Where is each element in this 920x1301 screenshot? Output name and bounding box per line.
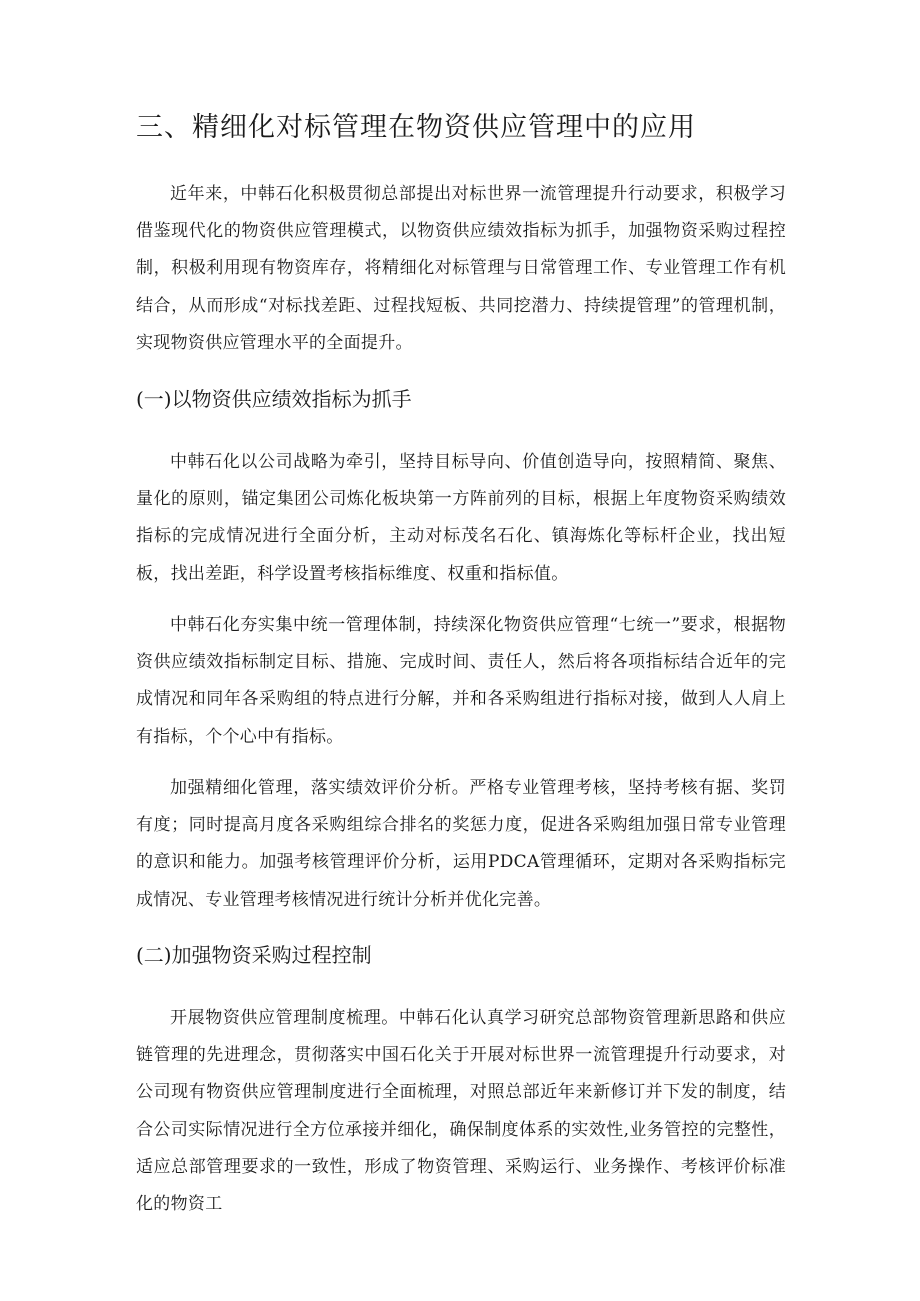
subsection-2-paragraph-1: 开展物资供应管理制度梳理。中韩石化认真学习研究总部物资管理新思路和供应链管理的先进理念，贯彻落实中国石化关于开展对标世界一流管理提升行动要求，对公司现有物资供应管理制度进行全面梳理，对照总部近年来新修订并下发的制度，结合公司实际情况进行全方位承接并细化，确保制度体系的实效性,业务管控的完整性，适应总部管理要求的一致性，形成了物资管理、采购运行、业务操作、考核评价标准化的物资工	[136, 1008, 786, 1215]
intro-paragraph: 近年来，中韩石化积极贯彻总部提出对标世界一流管理提升行动要求，积极学习借鉴现代化的物资供应管理模式，以物资供应绩效指标为抓手，加强物资采购过程控制，积极利用现有物资库存，将精细化对标管理与日常管理工作、专业管理工作有机结合，从而形成“对标找差距、过程找短板、共同挖潜力、持续提管理”的管理机制，实现物资供应管理水平的全面提升。	[136, 184, 786, 353]
subsection-1-paragraph-2: 中韩石化夯实集中统一管理体制，持续深化物资供应管理“七统一”要求，根据物资供应绩效指标制定目标、措施、完成时间、责任人，然后将各项指标结合近年的完成情况和同年各采购组的特点进行分解，并和各采购组进行指标对接，做到人人肩上有指标，个个心中有指标。	[136, 615, 786, 747]
subsection-1-paragraph-3: 加强精细化管理，落实绩效评价分析。严格专业管理考核，坚持考核有据、奖罚有度；同时提高月度各采购组综合排名的奖惩力度，促进各采购组加强日常专业管理的意识和能力。加强考核管理评价分析，运用PDCA管理循环，定期对各采购指标完成情况、专业管理考核情况进行统计分析并优化完善。	[136, 778, 786, 910]
section-title: 三、精细化对标管理在物资供应管理中的应用	[136, 112, 696, 143]
subsection-heading-2: (二)加强物资采购过程控制	[136, 943, 372, 967]
subsection-heading-1: (一)以物资供应绩效指标为抓手	[136, 387, 412, 411]
subsection-1-paragraph-1: 中韩石化以公司战略为牵引，坚持目标导向、价值创造导向，按照精简、聚焦、量化的原则，锚定集团公司炼化板块第一方阵前列的目标，根据上年度物资采购绩效指标的完成情况进行全面分析，主动对标茂名石化、镇海炼化等标杆企业，找出短板，找出差距，科学设置考核指标维度、权重和指标值。	[136, 452, 786, 584]
